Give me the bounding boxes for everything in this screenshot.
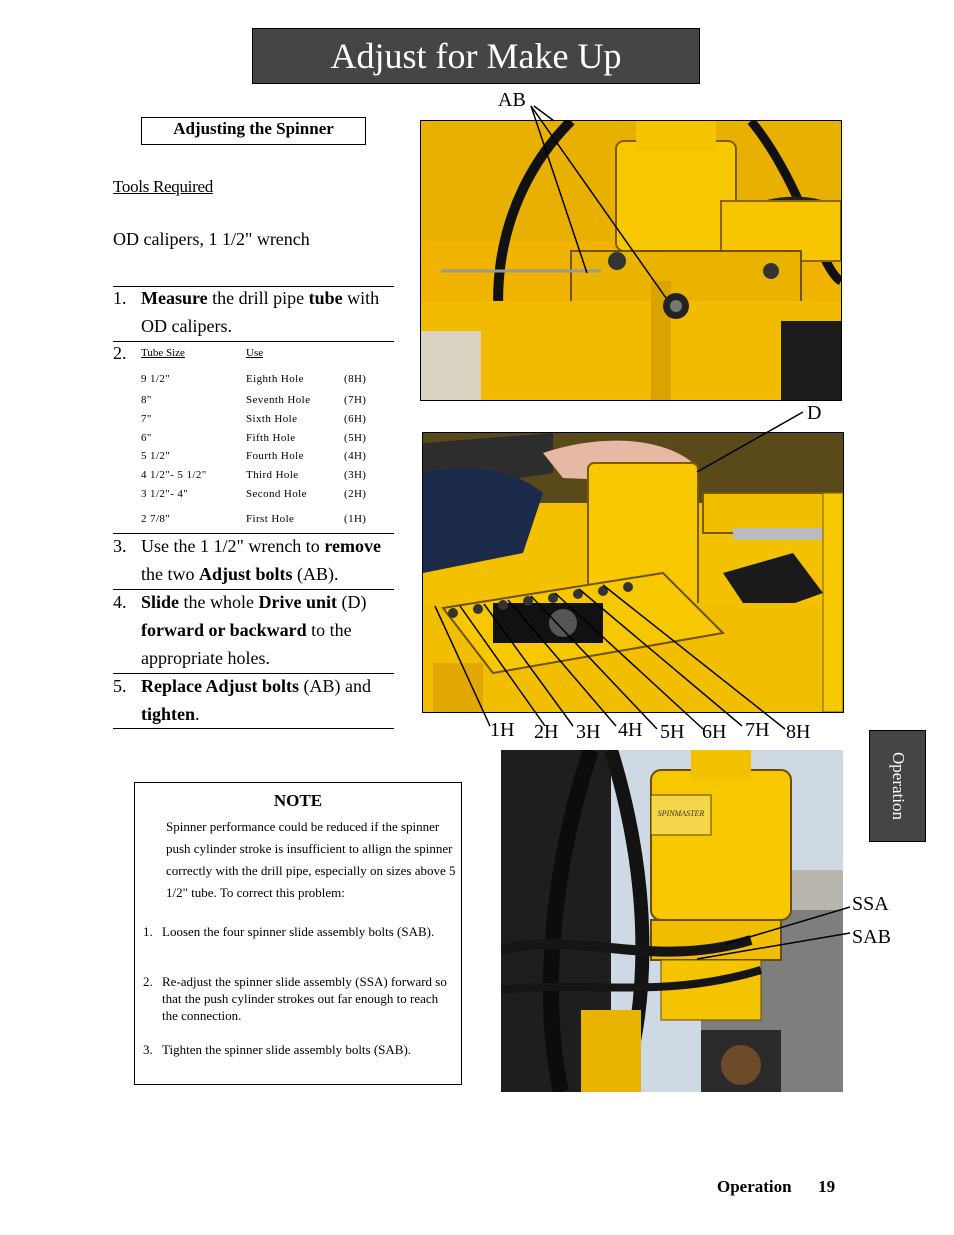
footer-section: Operation <box>717 1177 792 1196</box>
tube-size-cell: 8" <box>141 394 152 406</box>
step-text-run: the drill pipe <box>207 288 309 308</box>
step-text-bold: tighten <box>141 704 195 724</box>
step-number: 1. <box>113 288 127 308</box>
note-title: NOTE <box>273 791 323 810</box>
side-tab-label: Operation <box>888 752 908 820</box>
hole-cell: Third Hole <box>246 469 299 481</box>
note-item-text: Loosen the four spinner slide assembly bolts (SAB). <box>162 924 435 939</box>
step-text-run: the two <box>141 564 199 584</box>
note-item-text: Tighten the spinner slide assembly bolts (SAB). <box>162 1042 412 1057</box>
step-text-run: (AB). <box>292 564 339 584</box>
callout-2h: 2H <box>534 721 559 743</box>
step-text-run: Use the 1 1/2" wrench to <box>141 536 325 556</box>
note-item-number: 3. <box>143 1042 153 1057</box>
hole-code-cell: (4H) <box>344 450 367 462</box>
step-number: 5. <box>113 676 127 696</box>
section-heading: Adjusting the Spinner <box>141 117 366 145</box>
callout-3h: 3H <box>576 721 601 743</box>
note-intro: Spinner performance could be reduced if the spinner push cylinder stroke is insufficient to allign the spinner correctly with the drill pipe, especially on sizes above 5 1/2" tube. To correct this problem: <box>166 819 456 900</box>
tube-size-cell: 2 7/8" <box>141 513 171 525</box>
hole-code-cell: (2H) <box>344 488 367 500</box>
page-title: Adjust for Make Up <box>252 28 700 84</box>
callout-6h: 6H <box>702 721 727 743</box>
step-text-bold: Drive unit <box>258 592 337 612</box>
step-number: 3. <box>113 536 127 556</box>
callout-1h: 1H <box>490 719 515 741</box>
hole-code-cell: (5H) <box>344 432 367 444</box>
tube-size-cell: 3 1/2"- 4" <box>141 488 189 500</box>
step-text-bold: remove <box>324 536 381 556</box>
spinmaster-logo: SPINMASTER <box>657 809 705 818</box>
tube-size-cell: 9 1/2" <box>141 373 171 385</box>
step-text-run: (AB) and <box>299 676 371 696</box>
note-item-number: 2. <box>143 974 153 989</box>
hole-code-cell: (6H) <box>344 413 367 425</box>
hole-code-cell: (8H) <box>344 373 367 385</box>
step-text-run: to the appropriate holes. <box>141 620 352 668</box>
step-text-run: with OD calipers. <box>141 288 380 336</box>
step-text-bold: Replace Adjust bolts <box>141 676 300 696</box>
hole-cell: First Hole <box>246 513 295 525</box>
step-text-run: the whole <box>179 592 259 612</box>
page-footer <box>717 1177 835 1197</box>
step-text-bold: tube <box>308 288 343 308</box>
step-text-run: (D) <box>337 592 367 612</box>
callout-4h: 4H <box>618 719 643 741</box>
section-side-tab[interactable] <box>869 730 926 842</box>
callout-sab: SAB <box>852 926 891 948</box>
tube-size-cell: 7" <box>141 413 152 425</box>
tube-size-cell: 4 1/2"- 5 1/2" <box>141 469 207 481</box>
step-number: 4. <box>113 592 127 612</box>
hole-code-cell: (1H) <box>344 513 367 525</box>
step-number: 2. <box>113 343 127 363</box>
page-number: 19 <box>818 1177 836 1196</box>
hole-cell: Second Hole <box>246 488 307 500</box>
callout-ab: AB <box>498 89 526 111</box>
hole-cell: Eighth Hole <box>246 373 304 385</box>
tube-size-cell: 6" <box>141 432 152 444</box>
hole-code-cell: (7H) <box>344 394 367 406</box>
hole-code-cell: (3H) <box>344 469 367 481</box>
hole-cell: Fifth Hole <box>246 432 296 444</box>
table-header-tube-size: Tube Size <box>141 347 185 359</box>
callout-d: D <box>807 402 822 424</box>
callout-7h: 7H <box>745 719 770 741</box>
tools-required-label: Tools Required <box>113 177 213 196</box>
hole-cell: Seventh Hole <box>246 394 311 406</box>
step-text-run: . <box>195 704 200 724</box>
callout-8h: 8H <box>786 721 811 743</box>
tube-size-cell: 5 1/2" <box>141 450 171 462</box>
callout-ssa: SSA <box>852 893 889 915</box>
hole-cell: Sixth Hole <box>246 413 298 425</box>
step-text-bold: Measure <box>141 288 208 308</box>
note-item-number: 1. <box>143 924 153 939</box>
step-text-bold: Slide <box>141 592 180 612</box>
step-text-bold: Adjust bolts <box>199 564 293 584</box>
note-item-text: Re-adjust the spinner slide assembly (SSA) forward so that the push cylinder strokes out far enough to reach the connection. <box>162 974 447 1023</box>
step-text-bold: forward or backward <box>141 620 307 640</box>
callout-5h: 5H <box>660 721 685 743</box>
hole-cell: Fourth Hole <box>246 450 304 462</box>
table-header-use: Use <box>246 347 264 359</box>
tools-required-value: OD calipers, 1 1/2" wrench <box>113 229 310 249</box>
